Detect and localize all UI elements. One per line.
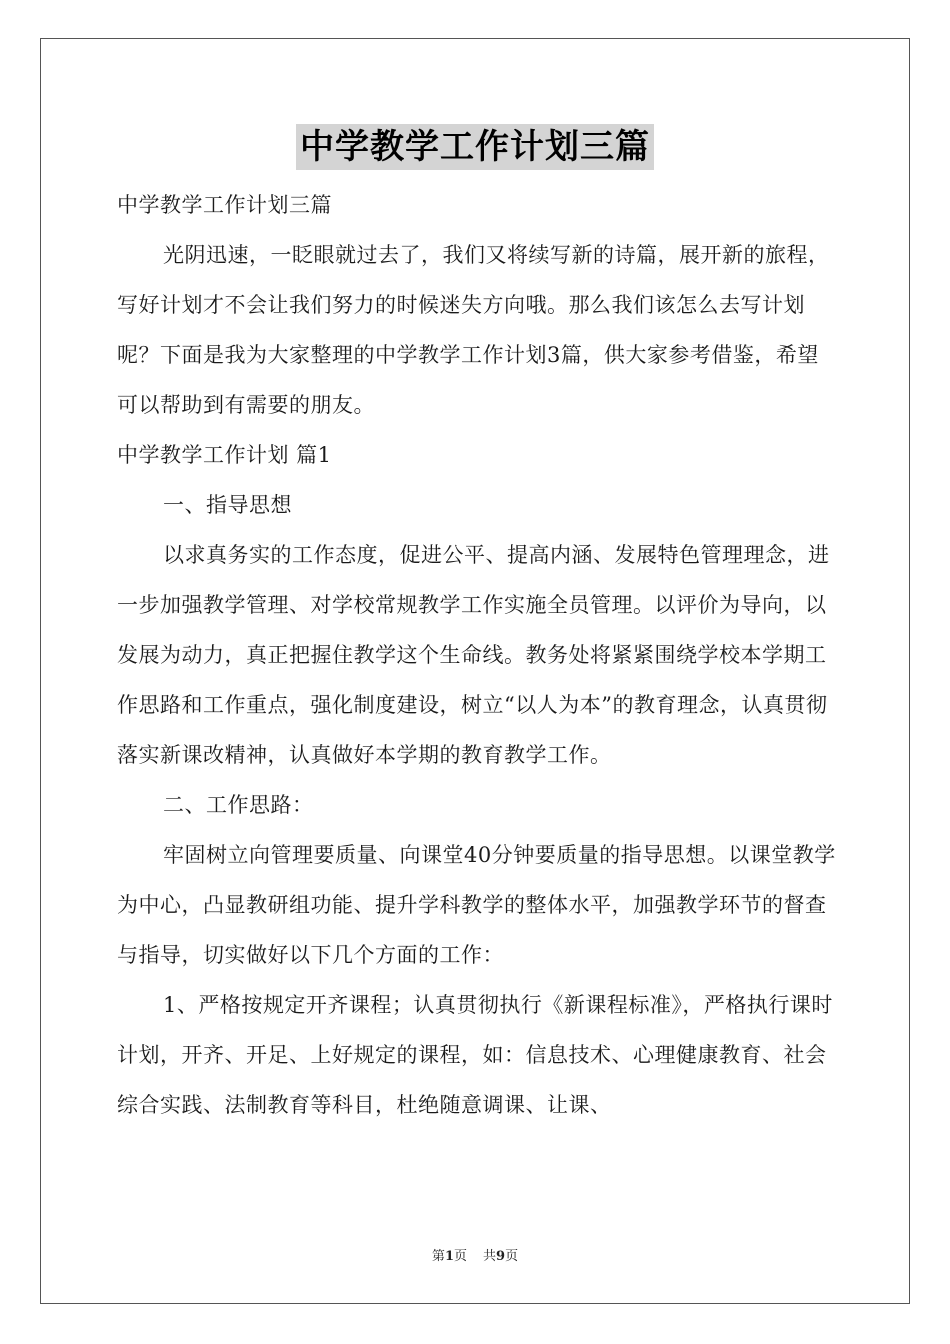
body-paragraph: 以求真务实的工作态度，促进公平、提高内涵、发展特色管理理念，进一步加强教学管理、对学校常规教学工作实施全员管理。以评价为导向，以发展为动力，真正把握住教学这个生命线。教务处将紧紧围绕学校本学期工作思路和工作重点，强化制度建设，树立“以人为本”的教育理念，认真贯彻落实新课改精神，认真做好本学期的教育教学工作。 [117, 543, 830, 767]
subtitle-paragraph: 中学教学工作计划三篇 [117, 193, 332, 217]
total-pages: 9 [496, 1249, 506, 1264]
total-prefix: 共 [483, 1249, 497, 1264]
document-title: 中学教学工作计划三篇 [296, 124, 654, 170]
intro-paragraph: 光阴迅速，一眨眼就过去了，我们又将续写新的诗篇，展开新的旅程，写好计划才不会让我们努力的时候迷失方向哦。那么我们该怎么去写计划呢？下面是我为大家整理的中学教学工作计划3篇，供大家参考借鉴，希望可以帮助到有需要的朋友。 [117, 243, 830, 417]
subheading-work-approach: 二、工作思路： [163, 793, 314, 817]
body-paragraph: 1、严格按规定开齐课程；认真贯彻执行《新课程标准》，严格执行课时计划，开齐、开足、上好规定的课程，如：信息技术、心理健康教育、社会综合实践、法制教育等科目，杜绝随意调课、让课、 [117, 993, 833, 1117]
page-prefix: 第 [431, 1249, 445, 1264]
page-number: 1 [444, 1249, 454, 1264]
page-suffix: 页 [453, 1249, 467, 1264]
subheading-guiding-ideology: 一、指导思想 [163, 493, 292, 517]
total-suffix: 页 [505, 1249, 519, 1264]
title-container [0, 124, 950, 170]
document-body [117, 180, 837, 1130]
section-heading: 中学教学工作计划 篇1 [117, 443, 332, 467]
body-paragraph: 牢固树立向管理要质量、向课堂40分钟要质量的指导思想。以课堂教学为中心，凸显教研组功能、提升学科教学的整体水平，加强教学环节的督查与指导，切实做好以下几个方面的工作： [117, 843, 836, 967]
page-footer [0, 1248, 950, 1266]
